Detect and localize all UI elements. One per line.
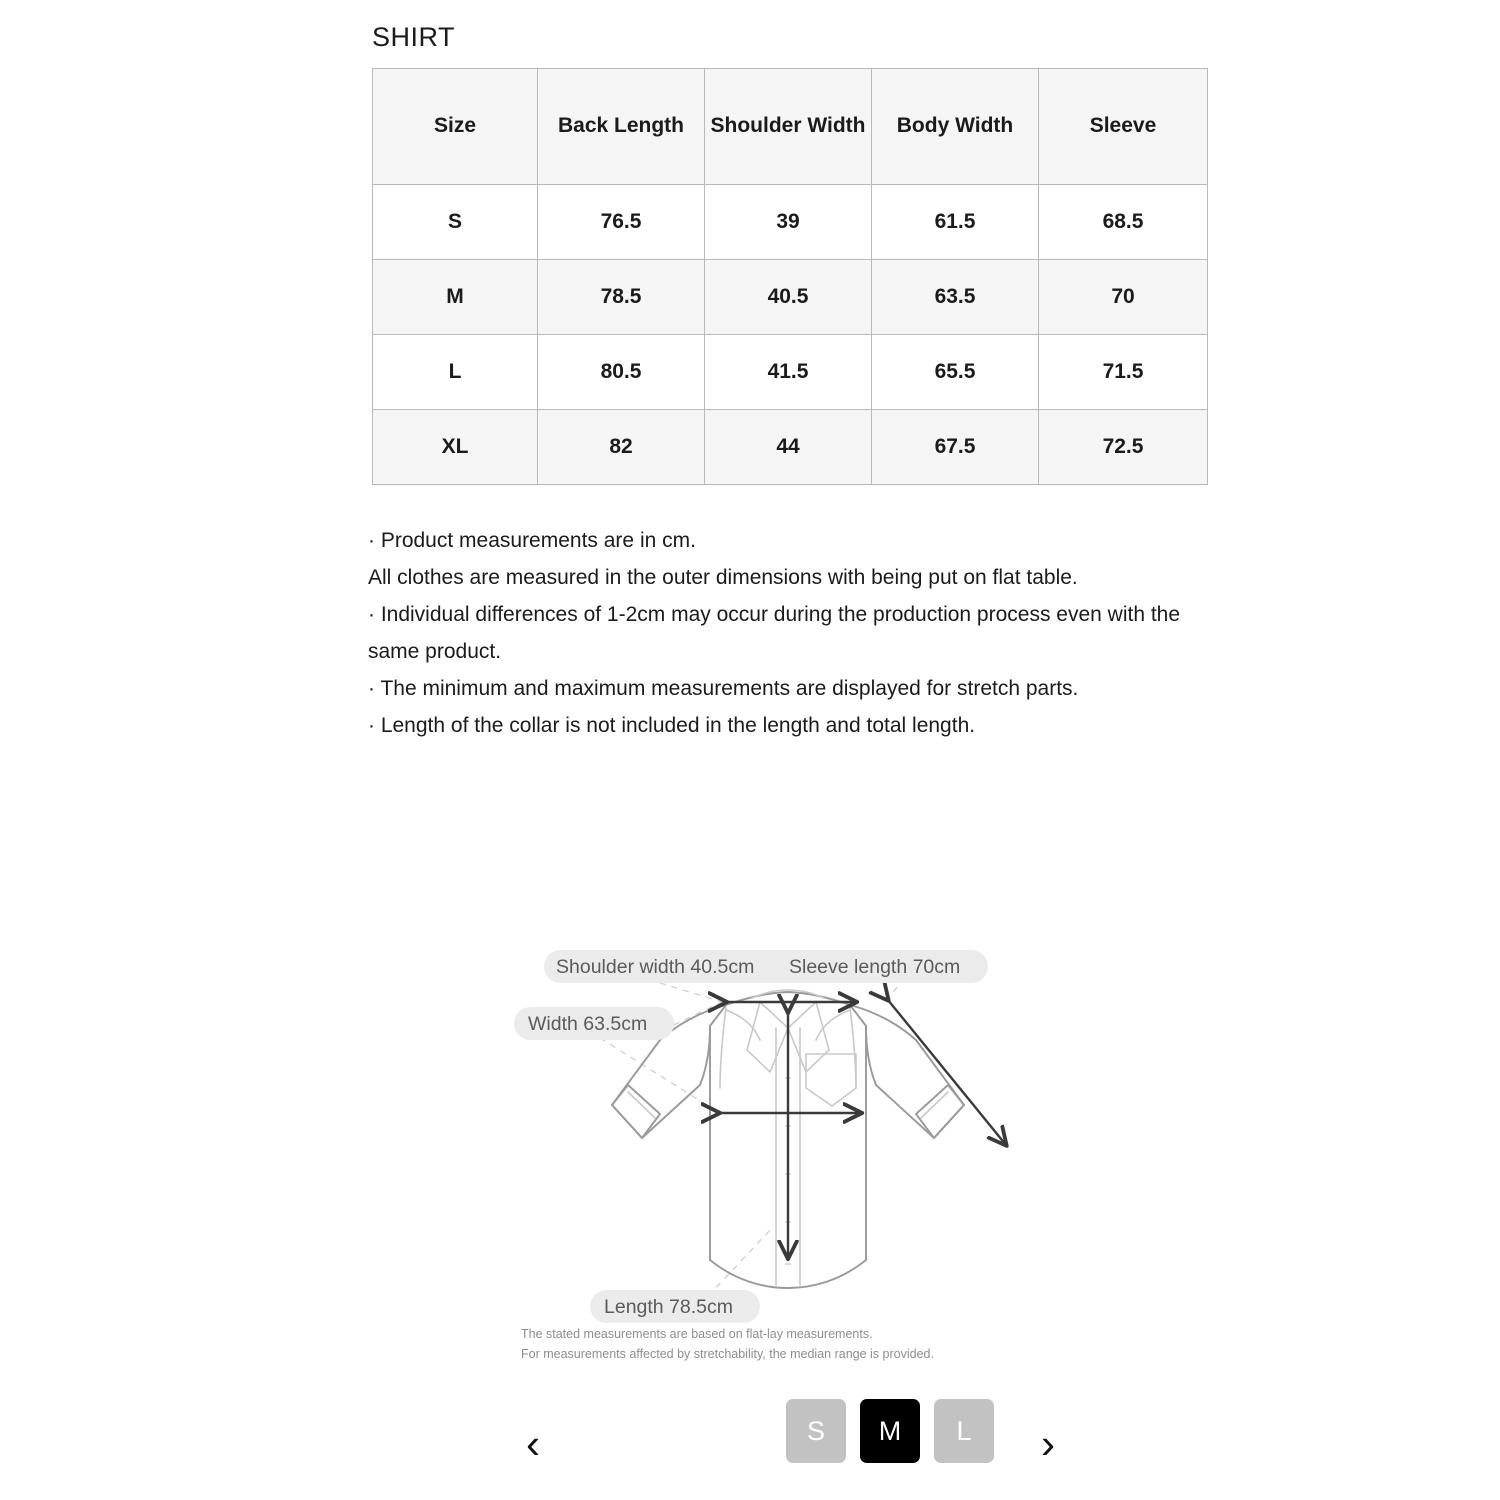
size-chart-table (372, 68, 1208, 485)
note-line-5: · Length of the collar is not included in the length and total length. (368, 714, 976, 737)
cell-body-width: 61.5 (872, 185, 1039, 260)
table-row (373, 185, 1208, 260)
page-title: SHIRT (372, 22, 456, 52)
size-selector (0, 1398, 1500, 1490)
cell-size: M (373, 260, 538, 335)
diagram-footnote-line-2: For measurements affected by stretchability, the median range is provided. (521, 1347, 934, 1361)
measurement-arrows (719, 1000, 1006, 1258)
cell-shoulder-width: 40.5 (705, 260, 872, 335)
table-row (373, 410, 1208, 485)
cell-back-length: 76.5 (538, 185, 705, 260)
cell-size: S (373, 185, 538, 260)
label-shoulder-width: Shoulder width 40.5cm (556, 956, 755, 978)
column-header-shoulder-width: Shoulder Width (705, 69, 872, 185)
cell-body-width: 63.5 (872, 260, 1039, 335)
cell-body-width: 67.5 (872, 410, 1039, 485)
label-shoulder-sleeve-pill (544, 950, 988, 983)
cell-shoulder-width: 41.5 (705, 335, 872, 410)
table-row (373, 335, 1208, 410)
table-row (373, 260, 1208, 335)
size-chip-l[interactable]: L (934, 1399, 994, 1463)
label-length: Length 78.5cm (604, 1296, 734, 1318)
column-header-size: Size (373, 69, 538, 185)
column-header-back-length: Back Length (538, 69, 705, 185)
cell-back-length: 80.5 (538, 335, 705, 410)
measurement-notes (368, 522, 1198, 744)
column-header-body-width: Body Width (872, 69, 1039, 185)
column-header-sleeve: Sleeve (1039, 69, 1208, 185)
cell-shoulder-width: 39 (705, 185, 872, 260)
size-chip-m[interactable]: M (860, 1399, 920, 1463)
chevron-left-icon[interactable]: ‹ (526, 1420, 540, 1467)
cell-size: XL (373, 410, 538, 485)
note-line-3: · Individual differences of 1-2cm may occur during the production process even with the same product. (368, 603, 1181, 663)
cell-sleeve: 72.5 (1039, 410, 1208, 485)
cell-back-length: 78.5 (538, 260, 705, 335)
cell-body-width: 65.5 (872, 335, 1039, 410)
note-line-4: · The minimum and maximum measurements are displayed for stretch parts. (368, 677, 1079, 700)
diagram-footnote-line-1: The stated measurements are based on flat-lay measurements. (521, 1327, 873, 1341)
size-chip-s[interactable]: S (786, 1399, 846, 1463)
label-length-pill (590, 1290, 760, 1323)
note-line-2: All clothes are measured in the outer dimensions with being put on flat table. (368, 566, 1078, 589)
label-width-pill (514, 1007, 674, 1040)
cell-size: L (373, 335, 538, 410)
note-line-1: · Product measurements are in cm. (368, 529, 696, 552)
cell-shoulder-width: 44 (705, 410, 872, 485)
table-header-row (373, 69, 1208, 185)
chevron-right-icon[interactable]: › (1041, 1420, 1055, 1467)
cell-sleeve: 70 (1039, 260, 1208, 335)
size-chip-group (786, 1399, 994, 1463)
cell-back-length: 82 (538, 410, 705, 485)
cell-sleeve: 68.5 (1039, 185, 1208, 260)
label-sleeve-length: Sleeve length 70cm (789, 956, 961, 978)
cell-sleeve: 71.5 (1039, 335, 1208, 410)
label-width: Width 63.5cm (528, 1013, 648, 1035)
shirt-measurement-diagram (0, 930, 1500, 1400)
